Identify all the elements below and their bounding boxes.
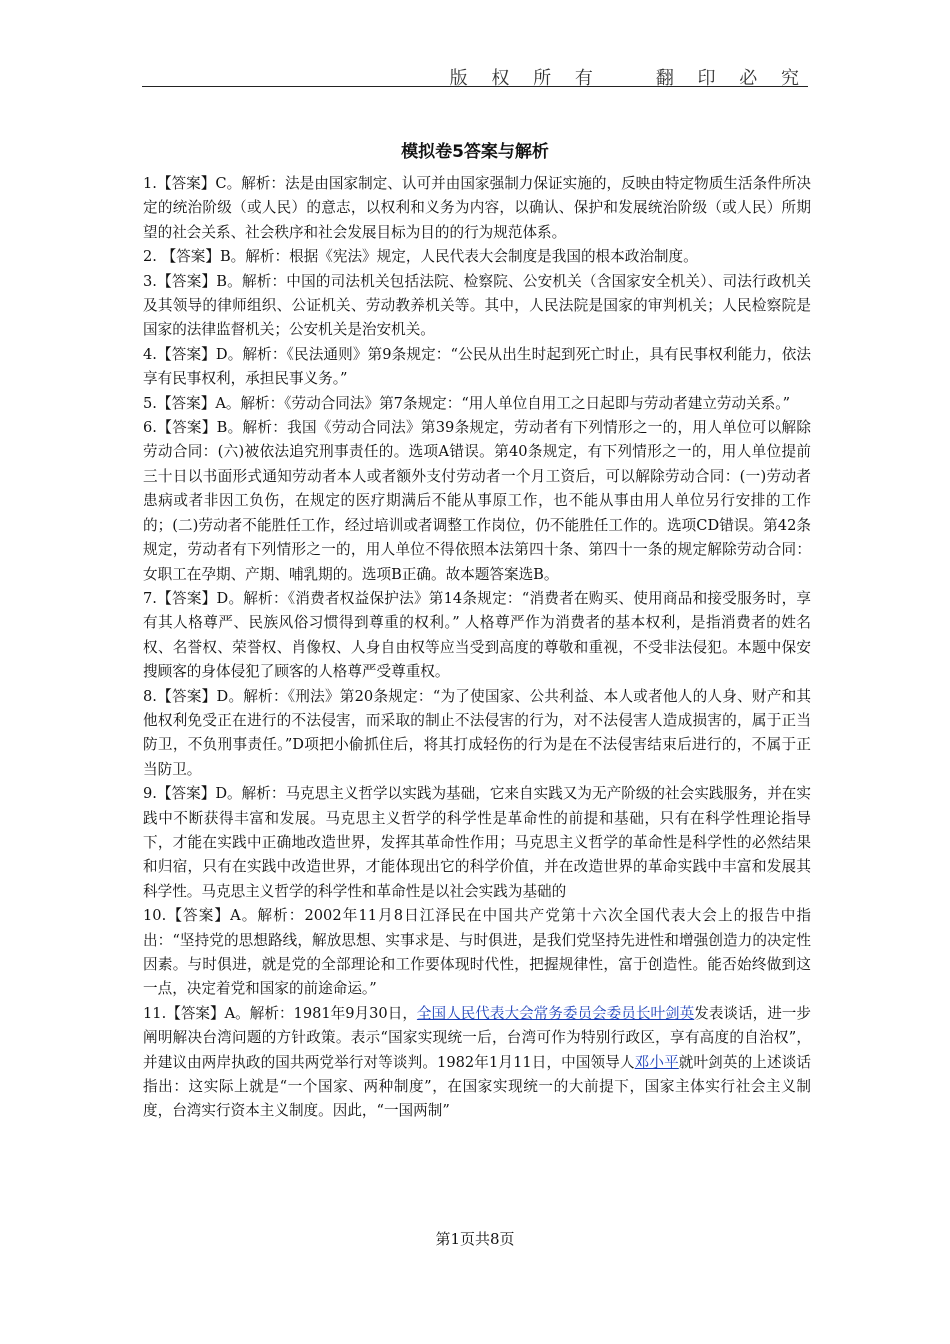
header-copyright: 版 权 所 有 翻 印 必 究 [449, 68, 808, 89]
answer-label: 【答案】D。 [156, 345, 243, 363]
explanation: 解析：法是由国家制定、认可并由国家强制力保证实施的，反映由特定物质生活条件所决定的统治阶级（或人民）的意志，以权利和义务为内容，以确认、保护和发展统治阶级（或人民）所期望的社会关系、社会秩序和社会发展目标为目的的行为规范体系。 [143, 175, 811, 241]
link-deng-xiaoping[interactable]: 邓小平 [634, 1053, 679, 1071]
answer-label: 【答案】A。 [156, 394, 241, 412]
item-number: 2. [143, 248, 162, 266]
answer-item-10 [143, 904, 811, 1002]
answer-item-5 [143, 392, 811, 416]
item-number: 10. [143, 907, 167, 925]
answer-label: 【答案】D。 [156, 785, 242, 803]
answer-label: 【答案】B。 [156, 419, 243, 437]
explanation: 解析：《刑法》第20条规定：“为了使国家、公共利益、本人或者他人的人身、财产和其他权利免受正在进行的不法侵害，而采取的制止不法侵害的行为，对不法侵害人造成损害的，属于正当防卫，不负刑事责任。”D项把小偷抓住后，将其打成轻伤的行为是在不法侵害结束后进行的，不属于正当防卫。 [143, 687, 812, 778]
item-number: 6. [143, 419, 157, 437]
answer-item-6 [143, 416, 811, 587]
answer-item-9 [143, 782, 811, 904]
header-divider [142, 86, 808, 87]
link-ye-jianying[interactable]: 全国人民代表大会常务委员会委员长叶剑英 [416, 1004, 695, 1022]
item-number: 3. [143, 272, 157, 290]
answer-item-1 [143, 172, 811, 245]
explanation: 解析：我国《劳动合同法》第39条规定，劳动者有下列情形之一的，用人单位可以解除劳动合同：(六)被依法追究刑事责任的。选项A错误。第40条规定，有下列情形之一的，用人单位提前三十日以书面形式通知劳动者本人或者额外支付劳动者一个月工资后，可以解除劳动合同：(一)劳动者患病或者非因工负伤，在规定的医疗期满后不能从事原工作，也不能从事由用人单位另行安排的工作的；(二)劳动者不能胜任工作，经过培训或者调整工作岗位，仍不能胜任工作的。选项CD错误。第42条规定，劳动者有下列情形之一的，用人单位不得依照本法第四十条、第四十一条的规定解除劳动合同：女职工在孕期、产期、哺乳期的。选项B正确。故本题答案选B。 [143, 419, 811, 583]
answer-label: 【答案】A。 [166, 1004, 250, 1022]
answer-item-3 [143, 270, 811, 343]
item-number: 7. [143, 589, 157, 607]
explanation: 解析：根据《宪法》规定，人民代表大会制度是我国的根本政治制度。 [245, 248, 698, 266]
item-number: 8. [143, 687, 157, 705]
explanation-part-1: 解析：1981年9月30日， [249, 1004, 417, 1022]
page-number-footer: 第1页共8页 [435, 1230, 515, 1248]
explanation-part-3: 就叶剑英的上述谈话指出：这实际上就是“一个国家、两种制度”，在国家实现统一的大前提下，国家主体实行社会主义制度，台湾实行资本主义制度。因此，“一国两制” [143, 1053, 811, 1120]
item-number: 4. [143, 345, 157, 363]
explanation: 解析：《消费者权益保护法》第14条规定：“消费者在购买、使用商品和接受服务时，享有其人格尊严、民族风俗习惯得到尊重的权利。” 人格尊严作为消费者的基本权利，是指消费者的姓名权、名誉权、荣誉权、肖像权、人身自由权等应当受到高度的尊敬和重视，不受非法侵犯。本题中保安搜顾客的身体侵犯了顾客的人格尊严受尊重权。 [143, 589, 812, 681]
answer-label: 【答案】D。 [156, 687, 244, 705]
item-number: 5. [143, 394, 157, 412]
explanation: 解析：中国的司法机关包括法院、检察院、公安机关（含国家安全机关）、司法行政机关及其领导的律师组织、公证机关、劳动教养机关等。其中，人民法院是国家的审判机关；人民检察院是国家的法律监督机关；公安机关是治安机关。 [143, 272, 811, 339]
explanation-part-2: 发表谈话，进一步阐明解决台湾问题的方针政策。表示“国家实现统一后，台湾可作为特别行政区，享有高度的自治权”，并建议由两岸执政的国共两党举行对等谈判。1982年1月11日，中国领导人 [143, 1004, 811, 1071]
explanation: 解析：马克思主义哲学以实践为基础，它来自实践又为无产阶级的社会实践服务，并在实践中不断获得丰富和发展。马克思主义哲学的科学性是革命性的前提和基础，只有在科学性理论指导下，才能在实践中正确地改造世界，发挥其革命性作用；马克思主义哲学的革命性是科学性的必然结果和归宿，只有在实践中改造世界，才能体现出它的科学价值，并在改造世界的革命实践中丰富和发展其科学性。马克思主义哲学的科学性和革命性是以社会实践为基础的 [143, 785, 812, 900]
answer-item-2 [143, 245, 811, 269]
item-number: 9. [143, 785, 157, 803]
answer-item-7 [143, 587, 811, 685]
answer-label: 【答案】B。 [161, 248, 246, 266]
explanation: 解析：2002年11月8日江泽民在中国共产党第十六次全国代表大会上的报告中指出：“坚持党的思想路线，解放思想、实事求是、与时俱进，是我们党坚持先进性和增强创造力的决定性因素。与时俱进，就是党的全部理论和工作要体现时代性，把握规律性，富于创造性。能否始终做到这一点，决定着党和国家的前途命运。” [143, 907, 811, 998]
explanation: 解析：《民法通则》第9条规定：“公民从出生时起到死亡时止，具有民事权利能力，依法享有民事权利，承担民事义务。” [143, 345, 812, 388]
item-number: 1. [143, 175, 157, 192]
answer-label: 【答案】A。 [166, 907, 258, 925]
answer-item-11 [143, 1002, 811, 1124]
page-title: 模拟卷5答案与解析 [401, 142, 549, 162]
answer-item-4 [143, 343, 811, 392]
answer-label: 【答案】D。 [156, 589, 244, 607]
answer-item-8 [143, 685, 811, 783]
explanation: 解析：《劳动合同法》第7条规定：“用人单位自用工之日起即与劳动者建立劳动关系。” [240, 394, 791, 412]
item-number: 11. [143, 1004, 167, 1022]
answer-label: 【答案】B。 [156, 272, 242, 290]
answer-list [143, 172, 811, 1124]
answer-label: 【答案】C。 [156, 175, 242, 192]
